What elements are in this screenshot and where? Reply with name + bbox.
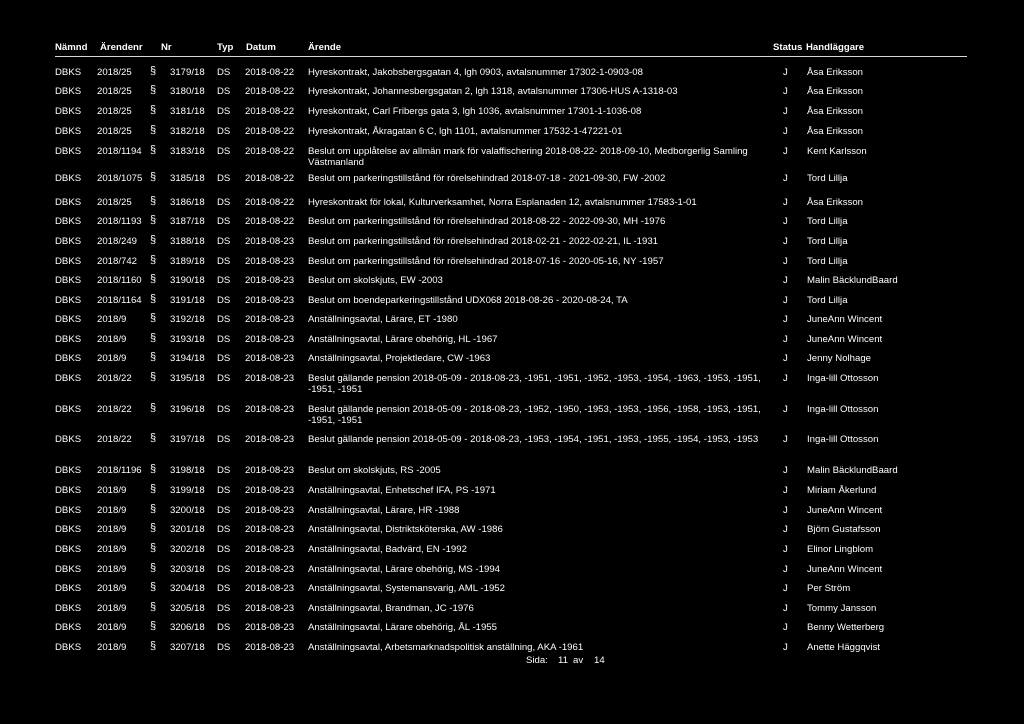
- row-namnd: DBKS: [55, 86, 82, 97]
- row-status: J: [783, 622, 788, 633]
- row-namnd: DBKS: [55, 314, 82, 325]
- row-nr: 3201/18: [170, 524, 205, 535]
- header-arende: Ärende: [308, 42, 342, 53]
- row-typ: DS: [217, 146, 231, 157]
- row-arende: Hyreskontrakt, Johannesbergsgatan 2, lgh 1318, avtalsnummer 17306-HUS A-1318-03: [308, 86, 678, 97]
- row-arendenr: 2018/249: [97, 236, 138, 247]
- row-arende: Anställningsavtal, Lärare, ET -1980: [308, 314, 458, 325]
- row-nr: 3202/18: [170, 544, 205, 555]
- row-arendenr: 2018/22: [97, 434, 132, 445]
- row-typ: DS: [217, 404, 231, 415]
- row-arende: Beslut gällande pension 2018-05-09 - 2018-08-23, -1951, -1951, -1952, -1953, -1954, -1963, -1953, -1951, -1951, -1951: [308, 373, 761, 395]
- row-handlaggare: JuneAnn Wincent: [807, 334, 883, 345]
- row-typ: DS: [217, 67, 231, 78]
- section-sign: §: [150, 581, 157, 593]
- row-namnd: DBKS: [55, 353, 82, 364]
- row-namnd: DBKS: [55, 67, 82, 78]
- section-sign: §: [150, 124, 157, 136]
- row-nr: 3190/18: [170, 275, 205, 286]
- row-typ: DS: [217, 314, 231, 325]
- row-arendenr: 2018/9: [97, 642, 127, 653]
- row-nr: 3180/18: [170, 86, 205, 97]
- row-arendenr: 2018/22: [97, 373, 132, 384]
- row-status: J: [783, 106, 788, 117]
- current-page: 11: [558, 655, 568, 666]
- row-namnd: DBKS: [55, 404, 82, 415]
- row-arendenr: 2018/9: [97, 334, 127, 345]
- row-handlaggare: Tord Lillja: [807, 256, 848, 267]
- row-arende: Beslut om parkeringstillstånd för rörelsehindrad 2018-07-16 - 2020-05-16, NY -1957: [308, 256, 664, 267]
- page-label: Sida:: [526, 655, 548, 666]
- row-namnd: DBKS: [55, 485, 82, 496]
- row-datum: 2018-08-23: [245, 256, 295, 267]
- row-handlaggare: Tord Lillja: [807, 173, 848, 184]
- row-typ: DS: [217, 106, 231, 117]
- row-handlaggare: JuneAnn Wincent: [807, 505, 883, 516]
- row-status: J: [783, 544, 788, 555]
- row-datum: 2018-08-22: [245, 86, 295, 97]
- row-typ: DS: [217, 86, 231, 97]
- row-namnd: DBKS: [55, 236, 82, 247]
- row-handlaggare: JuneAnn Wincent: [807, 564, 883, 575]
- row-arendenr: 2018/25: [97, 67, 132, 78]
- row-datum: 2018-08-23: [245, 485, 295, 496]
- row-handlaggare: JuneAnn Wincent: [807, 314, 883, 325]
- row-namnd: DBKS: [55, 622, 82, 633]
- section-sign: §: [150, 195, 157, 207]
- row-status: J: [783, 353, 788, 364]
- row-typ: DS: [217, 295, 231, 306]
- row-datum: 2018-08-22: [245, 173, 295, 184]
- row-namnd: DBKS: [55, 216, 82, 227]
- row-datum: 2018-08-23: [245, 505, 295, 516]
- row-arendenr: 2018/1160: [97, 275, 142, 286]
- row-typ: DS: [217, 216, 231, 227]
- row-nr: 3197/18: [170, 434, 205, 445]
- section-sign: §: [150, 562, 157, 574]
- row-datum: 2018-08-22: [245, 106, 295, 117]
- row-typ: DS: [217, 524, 231, 535]
- row-status: J: [783, 404, 788, 415]
- row-status: J: [783, 373, 788, 384]
- row-nr: 3206/18: [170, 622, 205, 633]
- row-arende: Anställningsavtal, Lärare obehörig, HL -1967: [308, 334, 498, 345]
- row-nr: 3188/18: [170, 236, 205, 247]
- section-sign: §: [150, 234, 157, 246]
- row-datum: 2018-08-23: [245, 334, 295, 345]
- row-handlaggare: Åsa Eriksson: [807, 86, 863, 97]
- row-status: J: [783, 334, 788, 345]
- row-status: J: [783, 216, 788, 227]
- row-arende: Anställningsavtal, Brandman, JC -1976: [308, 603, 474, 614]
- row-namnd: DBKS: [55, 256, 82, 267]
- row-nr: 3204/18: [170, 583, 205, 594]
- section-sign: §: [150, 351, 157, 363]
- section-sign: §: [150, 432, 157, 444]
- row-arende: Anställningsavtal, Lärare obehörig, ÅL -1955: [308, 622, 497, 633]
- row-nr: 3205/18: [170, 603, 205, 614]
- row-arende: Beslut om skolskjuts, RS -2005: [308, 465, 441, 476]
- row-arendenr: 2018/1075: [97, 173, 143, 184]
- row-handlaggare: Åsa Eriksson: [807, 67, 863, 78]
- row-status: J: [783, 126, 788, 137]
- row-typ: DS: [217, 564, 231, 575]
- row-datum: 2018-08-23: [245, 622, 295, 633]
- row-namnd: DBKS: [55, 505, 82, 516]
- section-sign: §: [150, 542, 157, 554]
- section-sign: §: [150, 332, 157, 344]
- row-arende: Beslut gällande pension 2018-05-09 - 2018-08-23, -1953, -1954, -1951, -1953, -1955, -1954, -1953, -1953: [308, 434, 759, 445]
- row-arendenr: 2018/1194: [97, 146, 142, 157]
- row-datum: 2018-08-22: [245, 67, 295, 78]
- row-handlaggare: Åsa Eriksson: [807, 197, 863, 208]
- row-status: J: [783, 505, 788, 516]
- row-arendenr: 2018/1164: [97, 295, 142, 306]
- row-handlaggare: Åsa Eriksson: [807, 126, 863, 137]
- section-sign: §: [150, 620, 157, 632]
- row-datum: 2018-08-23: [245, 544, 295, 555]
- row-nr: 3196/18: [170, 404, 205, 415]
- row-handlaggare: Tord Lillja: [807, 295, 848, 306]
- row-namnd: DBKS: [55, 544, 82, 555]
- row-typ: DS: [217, 603, 231, 614]
- row-namnd: DBKS: [55, 642, 82, 653]
- row-arende: Beslut om upplåtelse av allmän mark för valaffischering 2018-08-22- 2018-09-10, Medborgerlig Samling Västmanland: [308, 146, 748, 168]
- section-sign: §: [150, 503, 157, 515]
- row-status: J: [783, 485, 788, 496]
- row-status: J: [783, 465, 788, 476]
- row-namnd: DBKS: [55, 126, 82, 137]
- header-datum: Datum: [246, 42, 276, 53]
- row-arendenr: 2018/9: [97, 485, 127, 496]
- section-sign: §: [150, 144, 157, 156]
- row-datum: 2018-08-23: [245, 583, 295, 594]
- row-arendenr: 2018/9: [97, 583, 127, 594]
- row-namnd: DBKS: [55, 583, 82, 594]
- row-arendenr: 2018/1193: [97, 216, 142, 227]
- row-arende: Hyreskontrakt för lokal, Kulturverksamhet, Norra Esplanaden 12, avtalsnummer 17583-1-01: [308, 197, 697, 208]
- row-arende: Anställningsavtal, Enhetschef IFA, PS -1971: [308, 485, 496, 496]
- row-arendenr: 2018/9: [97, 524, 127, 535]
- section-sign: §: [150, 640, 157, 652]
- row-arendenr: 2018/22: [97, 404, 132, 415]
- row-handlaggare: Benny Wetterberg: [807, 622, 885, 633]
- row-handlaggare: Inga-lill Ottosson: [807, 404, 879, 415]
- section-sign: §: [150, 254, 157, 266]
- row-datum: 2018-08-23: [245, 295, 295, 306]
- row-handlaggare: Inga-lill Ottosson: [807, 434, 879, 445]
- section-sign: §: [150, 273, 157, 285]
- row-namnd: DBKS: [55, 373, 82, 384]
- row-status: J: [783, 434, 788, 445]
- row-nr: 3186/18: [170, 197, 205, 208]
- row-datum: 2018-08-22: [245, 216, 295, 227]
- row-namnd: DBKS: [55, 106, 82, 117]
- row-typ: DS: [217, 505, 231, 516]
- row-handlaggare: Malin BäcklundBaard: [807, 465, 898, 476]
- row-handlaggare: Elinor Lingblom: [807, 544, 874, 555]
- row-typ: DS: [217, 275, 231, 286]
- row-typ: DS: [217, 465, 231, 476]
- row-namnd: DBKS: [55, 197, 82, 208]
- header-divider: [55, 56, 967, 57]
- row-arende: Beslut om parkeringstillstånd för rörelsehindrad 2018-08-22 - 2022-09-30, MH -1976: [308, 216, 666, 227]
- row-arende: Hyreskontrakt, Carl Fribergs gata 3, lgh 1036, avtalsnummer 17301-1-1036-08: [308, 106, 642, 117]
- row-nr: 3185/18: [170, 173, 205, 184]
- row-namnd: DBKS: [55, 295, 82, 306]
- table-header: [0, 42, 1024, 56]
- row-nr: 3199/18: [170, 485, 205, 496]
- row-namnd: DBKS: [55, 173, 82, 184]
- page-of-label: av: [573, 655, 584, 666]
- header-handlaggare: Handläggare: [806, 42, 865, 53]
- row-nr: 3187/18: [170, 216, 205, 227]
- row-namnd: DBKS: [55, 146, 82, 157]
- row-datum: 2018-08-23: [245, 524, 295, 535]
- row-arende: Beslut om boendeparkeringstillstånd UDX068 2018-08-26 - 2020-08-24, TA: [308, 295, 628, 306]
- row-handlaggare: Per Ström: [807, 583, 851, 594]
- row-nr: 3191/18: [170, 295, 205, 306]
- row-arende: Beslut om parkeringstillstånd för rörelsehindrad 2018-07-18 - 2021-09-30, FW -2002: [308, 173, 666, 184]
- row-typ: DS: [217, 485, 231, 496]
- row-handlaggare: Tommy Jansson: [807, 603, 877, 614]
- section-sign: §: [150, 463, 157, 475]
- row-nr: 3200/18: [170, 505, 205, 516]
- total-pages: 14: [594, 655, 605, 666]
- row-status: J: [783, 256, 788, 267]
- row-nr: 3203/18: [170, 564, 205, 575]
- row-arende: Anställningsavtal, Systemansvarig, AML -1952: [308, 583, 505, 594]
- section-sign: §: [150, 171, 157, 183]
- row-typ: DS: [217, 622, 231, 633]
- section-sign: §: [150, 84, 157, 96]
- row-arendenr: 2018/742: [97, 256, 138, 267]
- row-arende: Anställningsavtal, Lärare obehörig, MS -1994: [308, 564, 500, 575]
- row-datum: 2018-08-23: [245, 353, 295, 364]
- row-datum: 2018-08-23: [245, 314, 295, 325]
- section-sign: §: [150, 371, 157, 383]
- row-datum: 2018-08-22: [245, 197, 295, 208]
- row-typ: DS: [217, 236, 231, 247]
- section-sign: §: [150, 402, 157, 414]
- row-nr: 3198/18: [170, 465, 205, 476]
- row-typ: DS: [217, 642, 231, 653]
- section-sign: §: [150, 483, 157, 495]
- row-namnd: DBKS: [55, 334, 82, 345]
- row-namnd: DBKS: [55, 275, 82, 286]
- section-sign: §: [150, 522, 157, 534]
- row-status: J: [783, 86, 788, 97]
- row-arendenr: 2018/25: [97, 106, 132, 117]
- row-nr: 3183/18: [170, 146, 205, 157]
- row-typ: DS: [217, 197, 231, 208]
- row-namnd: DBKS: [55, 564, 82, 575]
- header-nr: Nr: [161, 42, 172, 53]
- row-datum: 2018-08-23: [245, 465, 295, 476]
- row-status: J: [783, 146, 788, 157]
- row-arende: Beslut om skolskjuts, EW -2003: [308, 275, 443, 286]
- header-typ: Typ: [217, 42, 234, 53]
- row-status: J: [783, 642, 788, 653]
- row-handlaggare: Åsa Eriksson: [807, 106, 863, 117]
- row-arendenr: 2018/1196: [97, 465, 142, 476]
- row-handlaggare: Kent Karlsson: [807, 146, 867, 157]
- row-namnd: DBKS: [55, 603, 82, 614]
- row-arendenr: 2018/9: [97, 505, 127, 516]
- row-nr: 3193/18: [170, 334, 205, 345]
- section-sign: §: [150, 312, 157, 324]
- row-status: J: [783, 295, 788, 306]
- row-nr: 3181/18: [170, 106, 205, 117]
- row-datum: 2018-08-22: [245, 126, 295, 137]
- row-arende: Anställningsavtal, Badvärd, EN -1992: [308, 544, 467, 555]
- row-arendenr: 2018/9: [97, 564, 127, 575]
- row-status: J: [783, 236, 788, 247]
- row-arende: Anställningsavtal, Projektledare, CW -1963: [308, 353, 491, 364]
- row-handlaggare: Tord Lillja: [807, 216, 848, 227]
- row-arendenr: 2018/25: [97, 126, 132, 137]
- row-handlaggare: Inga-lill Ottosson: [807, 373, 879, 384]
- row-datum: 2018-08-23: [245, 236, 295, 247]
- row-namnd: DBKS: [55, 465, 82, 476]
- section-sign: §: [150, 214, 157, 226]
- row-handlaggare: Miriam Åkerlund: [807, 485, 877, 496]
- row-namnd: DBKS: [55, 524, 82, 535]
- row-typ: DS: [217, 173, 231, 184]
- section-sign: §: [150, 104, 157, 116]
- row-arendenr: 2018/9: [97, 603, 127, 614]
- row-typ: DS: [217, 126, 231, 137]
- row-datum: 2018-08-22: [245, 146, 295, 157]
- row-status: J: [783, 197, 788, 208]
- row-datum: 2018-08-23: [245, 642, 295, 653]
- row-arende: Beslut gällande pension 2018-05-09 - 2018-08-23, -1952, -1950, -1953, -1953, -1956, -1958, -1953, -1951, -1951, -1951: [308, 404, 761, 426]
- row-handlaggare: Malin BäcklundBaard: [807, 275, 898, 286]
- header-arendenr: Ärendenr: [100, 42, 143, 53]
- section-sign: §: [150, 65, 157, 77]
- row-typ: DS: [217, 583, 231, 594]
- row-namnd: DBKS: [55, 434, 82, 445]
- row-handlaggare: Björn Gustafsson: [807, 524, 881, 535]
- row-arendenr: 2018/9: [97, 622, 127, 633]
- header-namnd: Nämnd: [55, 42, 88, 53]
- row-arendenr: 2018/9: [97, 314, 127, 325]
- row-arendenr: 2018/9: [97, 544, 127, 555]
- row-handlaggare: Anette Häggqvist: [807, 642, 881, 653]
- row-typ: DS: [217, 334, 231, 345]
- row-status: J: [783, 275, 788, 286]
- header-status: Status: [773, 42, 803, 53]
- row-typ: DS: [217, 544, 231, 555]
- row-nr: 3207/18: [170, 642, 205, 653]
- section-sign: §: [150, 293, 157, 305]
- section-sign: §: [150, 601, 157, 613]
- row-nr: 3179/18: [170, 67, 205, 78]
- row-status: J: [783, 583, 788, 594]
- row-datum: 2018-08-23: [245, 603, 295, 614]
- row-arendenr: 2018/25: [97, 197, 132, 208]
- row-typ: DS: [217, 373, 231, 384]
- row-typ: DS: [217, 434, 231, 445]
- row-status: J: [783, 603, 788, 614]
- row-status: J: [783, 564, 788, 575]
- row-arende: Beslut om parkeringstillstånd för rörelsehindrad 2018-02-21 - 2022-02-21, IL -1931: [308, 236, 659, 247]
- row-arende: Anställningsavtal, Distriktsköterska, AW -1986: [308, 524, 503, 535]
- row-arendenr: 2018/9: [97, 353, 127, 364]
- row-typ: DS: [217, 353, 231, 364]
- row-status: J: [783, 173, 788, 184]
- row-nr: 3195/18: [170, 373, 205, 384]
- row-arende: Hyreskontrakt, Jakobsbergsgatan 4, lgh 0903, avtalsnummer 17302-1-0903-08: [308, 67, 643, 78]
- row-handlaggare: Tord Lillja: [807, 236, 848, 247]
- row-datum: 2018-08-23: [245, 373, 295, 384]
- row-arendenr: 2018/25: [97, 86, 132, 97]
- row-nr: 3194/18: [170, 353, 205, 364]
- row-arende: Anställningsavtal, Lärare, HR -1988: [308, 505, 460, 516]
- row-typ: DS: [217, 256, 231, 267]
- row-nr: 3182/18: [170, 126, 205, 137]
- row-arende: Anställningsavtal, Arbetsmarknadspolitisk anställning, AKA -1961: [308, 642, 584, 653]
- row-status: J: [783, 524, 788, 535]
- row-datum: 2018-08-23: [245, 275, 295, 286]
- row-nr: 3189/18: [170, 256, 205, 267]
- row-datum: 2018-08-23: [245, 404, 295, 415]
- row-status: J: [783, 314, 788, 325]
- row-datum: 2018-08-23: [245, 434, 295, 445]
- row-handlaggare: Jenny Nolhage: [807, 353, 872, 364]
- row-datum: 2018-08-23: [245, 564, 295, 575]
- row-status: J: [783, 67, 788, 78]
- row-arende: Hyreskontrakt, Åkragatan 6 C, lgh 1101, avtalsnummer 17532-1-47221-01: [308, 126, 623, 137]
- row-nr: 3192/18: [170, 314, 205, 325]
